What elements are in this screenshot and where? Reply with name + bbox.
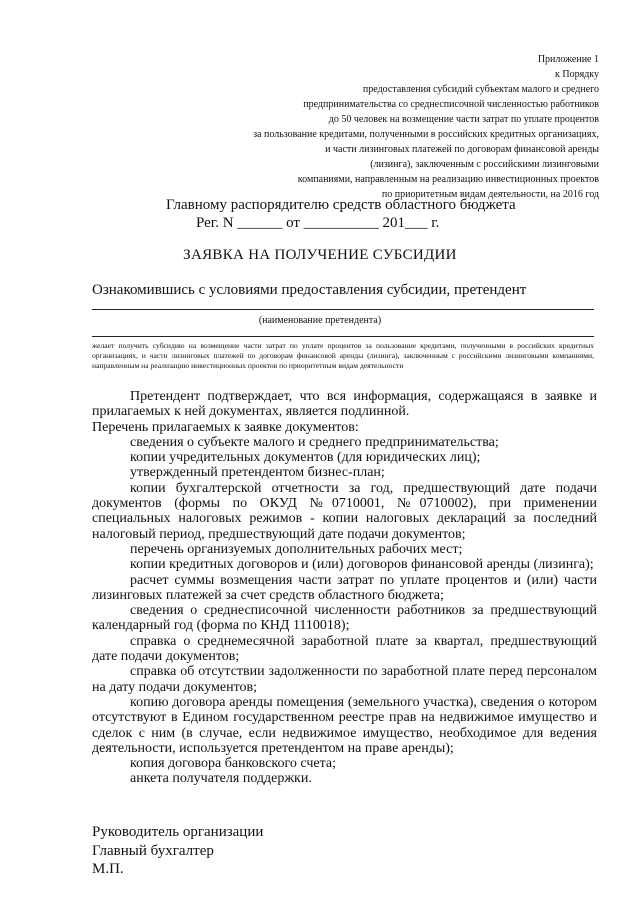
header-line: до 50 человек на возмещение части затрат по уплате процентов — [328, 114, 599, 125]
list-item: копию договора аренды помещения (земельного участка), сведения о котором отсутствуют в Едином государственном реестре прав на недвижимое имущество и сделок с ним (в случае, если недвижимое имущество, необходимое для ведения деятельности, используется претендентом на праве аренды); — [92, 694, 597, 756]
applicant-caption: (наименование претендента) — [258, 315, 382, 326]
seal-label: М.П. — [92, 861, 124, 877]
signature-block — [92, 823, 263, 879]
list-item: утвержденный претендентом бизнес-план; — [130, 465, 385, 481]
list-item: справка о среднемесячной заработной плате за квартал, предшествующий дате подачи документов; — [92, 633, 597, 665]
subsidy-purpose-text: желает получить субсидию на возмещение части затрат по уплате процентов за пользование кредитами, полученными в российских кредитных организациях, и части лизинговых платежей по договорам финансовой аренды (лизинга), заключенным с российскими лизинговыми компаниями, направленным на реализацию инвестиционных проектов по приоритетным видам деятельности — [92, 341, 594, 370]
list-title: Перечень прилагаемых к заявке документов: — [92, 419, 359, 435]
appendix-header — [253, 52, 599, 202]
confirmation-paragraph: Претендент подтверждает, что вся информация, содержащаяся в заявке и прилагаемых к ней документах, является подлинной. — [92, 389, 597, 420]
divider-line — [92, 336, 594, 337]
list-item: расчет суммы возмещения части затрат по уплате процентов и (или) части лизинговых платежей за счет средств областного бюджета; — [92, 572, 597, 603]
header-line: (лизинга), заключенным с российскими лизинговыми — [370, 159, 599, 170]
applicant-name-line — [92, 309, 594, 310]
list-item: копии бухгалтерской отчетности за год, предшествующий дате подачи документов (формы по ОКУД №0710001, №0710002), при применении специальных налоговых режимов - копии налоговых деклараций за последний налоговый период, предшествующий дате подачи документов; — [92, 480, 597, 542]
header-line: за пользование кредитами, полученными в российских кредитных организациях, — [253, 129, 599, 140]
header-line: по приоритетным видам деятельности, на 2016 год — [381, 189, 599, 200]
intro-text: Ознакомившись с условиями предоставления субсидии, претендент — [92, 282, 527, 298]
header-line: и части лизинговых платежей по договорам финансовой аренды — [325, 144, 599, 155]
document-title: ЗАЯВКА НА ПОЛУЧЕНИЕ СУБСИДИИ — [183, 247, 457, 263]
list-item: справка об отсутствии задолженности по заработной плате перед персоналом на дату подачи документов; — [92, 664, 597, 695]
header-line: предпринимательства со среднесписочной численностью работников — [303, 99, 599, 110]
list-item: копии кредитных договоров и (или) договоров финансовой аренды (лизинга); — [130, 557, 594, 573]
list-item: сведения о субъекте малого и среднего предпринимательства; — [130, 434, 499, 450]
list-item: сведения о среднесписочной численности работников за предшествующий календарный год (форма по КНД 1110018); — [92, 603, 597, 634]
list-item: анкета получателя поддержки. — [130, 771, 312, 787]
registration-line: Рег. N ______ от __________ 201___ г. — [196, 215, 440, 231]
header-line: Приложение 1 — [537, 54, 599, 65]
header-line: к Порядку — [555, 69, 599, 80]
accountant-signature-label: Главный бухгалтер — [92, 842, 214, 859]
addressee-line: Главному распорядителю средств областного бюджета — [166, 197, 516, 213]
head-signature-label: Руководитель организации — [92, 824, 264, 840]
header-line: предоставления субсидий субъектам малого и среднего — [362, 84, 599, 95]
list-item: копии учредительных документов (для юридических лиц); — [130, 450, 481, 466]
list-item: перечень организуемых дополнительных рабочих мест; — [130, 541, 463, 557]
document-body — [92, 389, 597, 787]
header-line: компаниями, направленным на реализацию инвестиционных проектов — [297, 174, 599, 185]
list-item: копия договора банковского счета; — [130, 756, 336, 772]
